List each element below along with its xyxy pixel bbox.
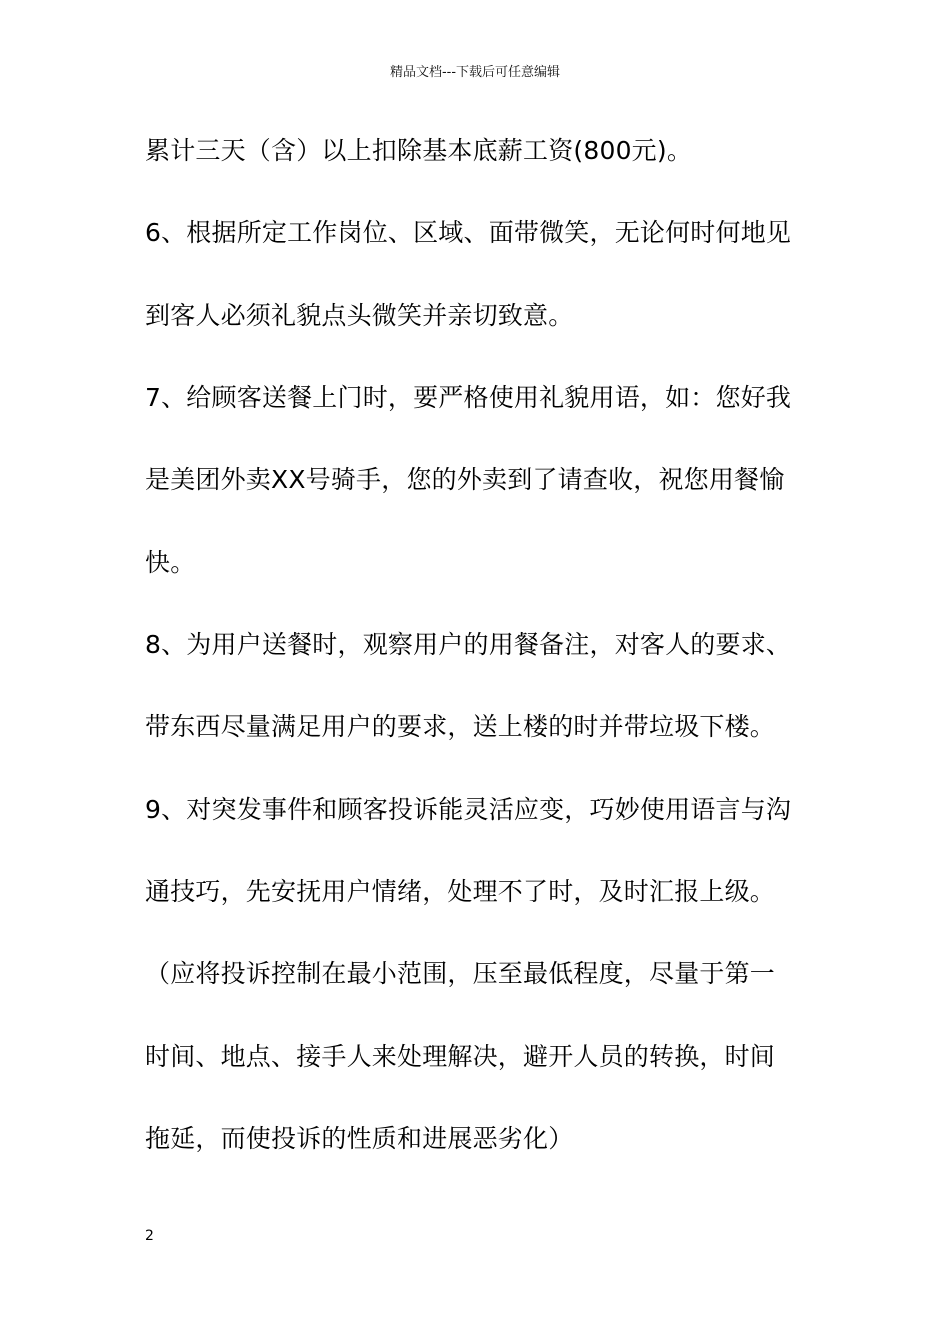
- body-line: 6、根据所定工作岗位、区域、面带微笑，无论何时何地见: [145, 218, 792, 247]
- body-line: 9、对突发事件和顾客投诉能灵活应变，巧妙使用语言与沟: [145, 795, 792, 824]
- body-line: 7、给顾客送餐上门时，要严格使用礼貌用语，如：您好我: [145, 383, 792, 412]
- body-line: 到客人必须礼貌点头微笑并亲切致意。: [145, 301, 574, 330]
- body-line: （应将投诉控制在最小范围，压至最低程度，尽量于第一: [145, 959, 776, 988]
- body-line: 快。: [145, 548, 196, 577]
- page-header: 精品文档---下载后可任意编辑: [389, 65, 561, 80]
- body-line: 是美团外卖XX号骑手，您的外卖到了请查收，祝您用餐愉: [145, 465, 785, 494]
- body-line: 带东西尽量满足用户的要求，送上楼的时并带垃圾下楼。: [145, 712, 776, 741]
- body-line: 时间、地点、接手人来处理解决，避开人员的转换，时间: [145, 1042, 776, 1071]
- body-line: 通技巧，先安抚用户情绪，处理不了时，及时汇报上级。: [145, 877, 776, 906]
- body-line: 8、为用户送餐时，观察用户的用餐备注，对客人的要求、: [145, 630, 792, 659]
- page-number: 2: [145, 1228, 154, 1244]
- body-line: 累计三天（含）以上扣除基本底薪工资(800元)。: [145, 136, 693, 165]
- body-line: 拖延，而使投诉的性质和进展恶劣化）: [145, 1124, 574, 1153]
